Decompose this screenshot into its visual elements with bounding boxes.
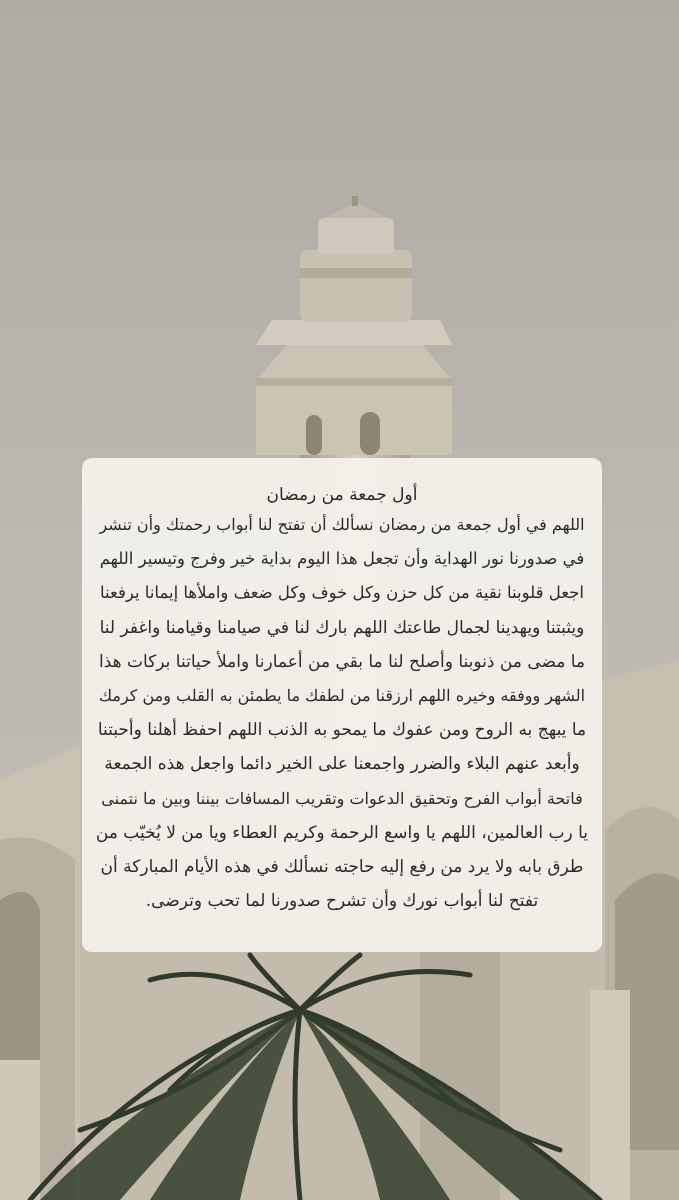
card-line: اجعل قلوبنا نقية من كل حزن وكل خوف وكل ضعف واملأها إيمانا يرفعنا [100,583,584,603]
card-line: في صدورنا نور الهداية وأن تجعل هذا اليوم بداية خير وفرج وتيسير اللهم [99,549,585,569]
card-line: ما مضى من ذنوبنا وأصلح لنا ما بقي من أعمارنا واملأ حياتنا بركات هذا [98,651,586,672]
card-line: ويثبتنا ويهدينا لجمال طاعتك اللهم بارك لنا في صيامنا وقيامنا واغفر لنا [99,617,585,638]
card-line: ما يبهج به الروح ومن عفوك ما يمحو به الذنب اللهم احفظ أهلنا وأحبتنا [97,720,587,741]
card-line: وأبعد عنهم البلاء والضرر واجمعنا على الخير دائما واجعل هذه الجمعة [104,754,580,775]
card-line: فاتحة أبواب الفرح وتحقيق الدعوات وتقريب المسافات بيننا وبين ما نتمنى [101,788,583,808]
card-title: أول جمعة من رمضان [266,485,418,505]
card-line: تفتح لنا أبواب نورك وأن تشرح صدورنا لما تحب وترضى. [145,891,539,912]
card-line: اللهم في أول جمعة من رمضان نسألك أن تفتح لنا أبواب رحمتك وأن تنشر [99,515,585,534]
card-line: الشهر ووفقه وخيره اللهم ارزقنا من لطفك ما يطمئن به القلب ومن كرمك [98,686,586,706]
card-line: يا رب العالمين، اللهم يا واسع الرحمة وكريم العطاء ويا من لا يُخيّب من [95,822,588,843]
text-card [82,458,602,952]
card-line: طرق بابه ولا يرد من رفع إليه حاجته نسألك في هذه الأيام المباركة أن [100,857,584,878]
